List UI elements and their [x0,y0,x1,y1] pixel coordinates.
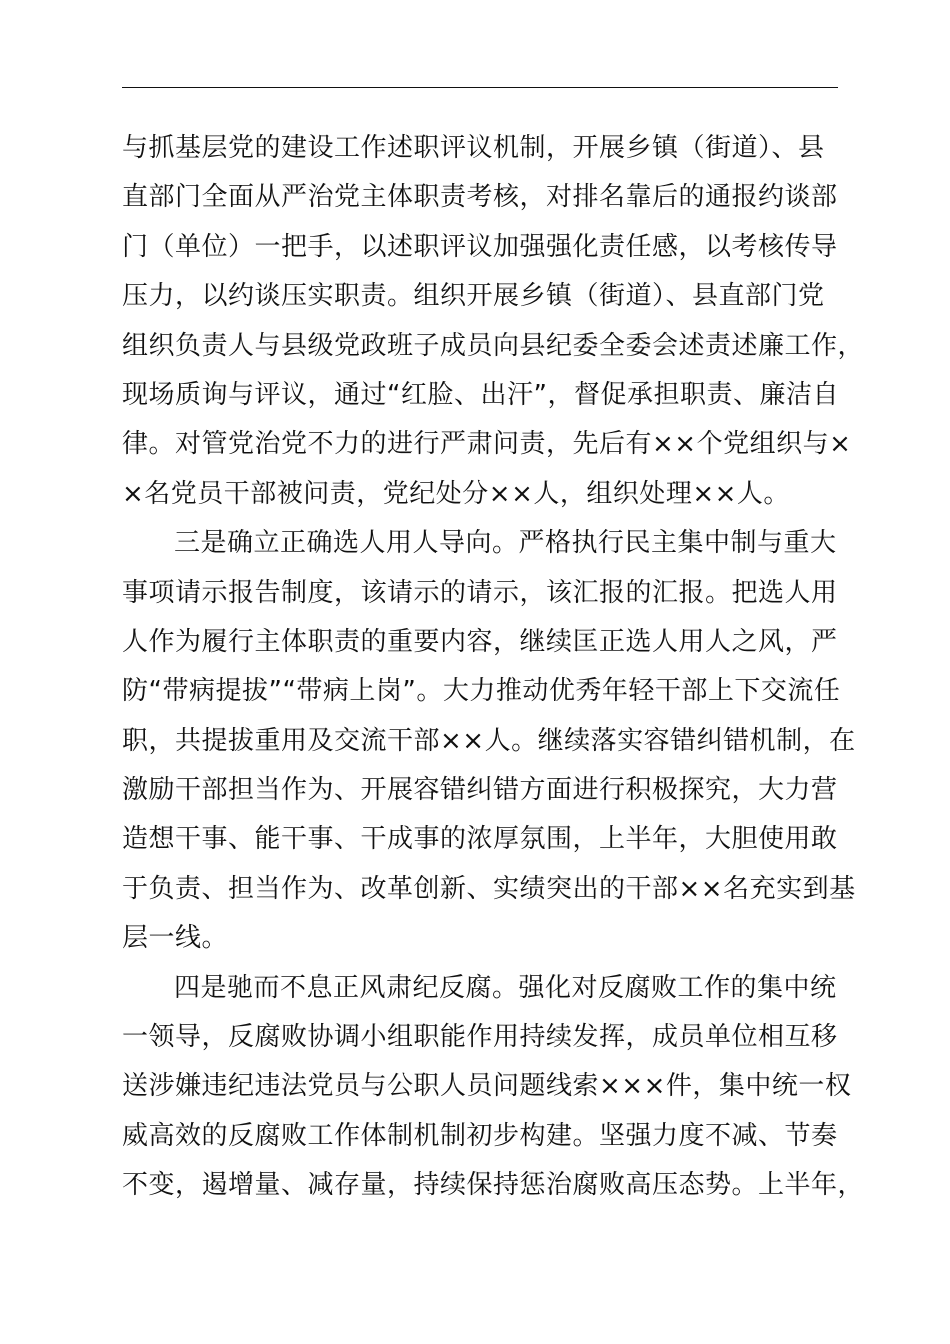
text-line: 律。对管党治党不力的进行严肃问责，先后有××个党组织与× [122,429,852,460]
text-line: 防“带病提拔”“带病上岗”。大力推动优秀年轻干部上下交流任 [122,676,841,707]
text-line: 直部门全面从严治党主体职责考核，对排名靠后的通报约谈部 [122,182,838,213]
text-line: 组织负责人与县级党政班子成员向县纪委全委会述责述廉工作， [122,330,865,361]
text-line: 不变，遏增量、减存量，持续保持惩治腐败高压态势。上半年， [122,1170,865,1201]
text-line: 人作为履行主体职责的重要内容，继续匡正选人用人之风，严 [122,626,838,657]
paragraph-heading-line: 三是确立正确选人用人导向。严格执行民主集中制与重大 [174,528,837,559]
text-line: 门（单位）一把手，以述职评议加强强化责任感，以考核传导 [122,231,838,262]
text-line: 事项请示报告制度，该请示的请示，该汇报的汇报。把选人用 [122,577,838,608]
text-line: 威高效的反腐败工作体制机制初步构建。坚强力度不减、节奏 [122,1120,838,1151]
document-body [122,124,865,1211]
text-line: 激励干部担当作为、开展容错纠错方面进行积极探究，大力营 [122,775,838,806]
text-line: 送涉嫌违纪违法党员与公职人员问题线索×××件，集中统一权 [122,1071,852,1102]
text-line: 于负责、担当作为、改革创新、实绩突出的干部××名充实到基 [122,873,856,904]
text-line: ×名党员干部被问责，党纪处分××人，组织处理××人。 [122,478,790,509]
paragraph-heading-line: 四是驰而不息正风肃纪反腐。强化对反腐败工作的集中统 [174,972,837,1003]
text-line: 层一线。 [122,923,229,954]
text-line: 现场质询与评议，通过“红脸、出汗”，督促承担职责、廉洁自 [122,379,839,410]
header-rule [122,87,838,88]
text-line: 造想干事、能干事、干成事的浓厚氛围，上半年，大胆使用敢 [122,824,838,855]
text-line: 压力，以约谈压实职责。组织开展乡镇（街道）、县直部门党 [122,281,825,312]
text-line: 与抓基层党的建设工作述职评议机制，开展乡镇（街道）、县 [122,133,825,163]
text-line: 职，共提拔重用及交流干部××人。继续落实容错纠错机制，在 [122,725,856,756]
text-line: 一领导，反腐败协调小组职能作用持续发挥，成员单位相互移 [122,1022,838,1053]
